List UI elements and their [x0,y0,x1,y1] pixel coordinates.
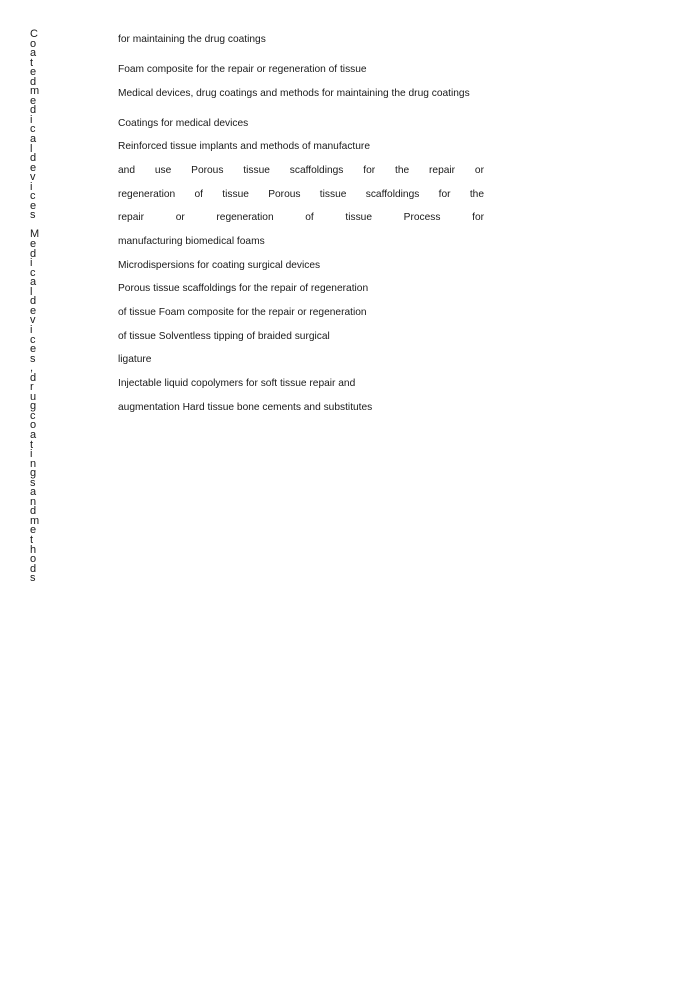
vertical-char: l [30,285,33,298]
vertical-char: a [30,133,37,146]
vertical-char: s [30,476,36,489]
vertical-char: t [30,438,34,451]
text-line: for maintaining the drug coatings [118,34,266,45]
vertical-char: e [30,524,37,537]
vertical-char: d [30,152,37,165]
vertical-char: a [30,276,37,289]
vertical-char: e [30,66,37,79]
text-line: Reinforced tissue implants and methods of manufacture [118,141,370,152]
vertical-char: C [30,28,38,40]
text-line: regeneration of tissue Porous tissue scaffoldings for the [118,189,484,200]
vertical-char: h [30,543,37,556]
vertical-char: M [30,228,40,241]
vertical-char: a [30,486,37,499]
vertical-char: l [30,142,33,155]
vertical-char: c [30,333,36,346]
vertical-char: d [30,562,37,575]
text-line: of tissue Solventless tipping of braided surgical [118,331,330,342]
text-line: Porous tissue scaffoldings for the repair of regeneration [118,283,369,294]
vertical-char: s [30,352,36,365]
vertical-char: i [30,257,33,270]
vertical-char: a [30,47,37,60]
vertical-char: i [30,448,33,461]
vertical-char: c [30,266,36,279]
vertical-char: n [30,457,37,470]
text-line: Foam composite for the repair or regeneration of tissue [118,64,367,75]
vertical-char: e [30,238,37,251]
text-line: ligature [118,354,152,365]
vertical-title-column [30,30,44,990]
vertical-char: m [30,85,40,98]
text-line: Coatings for medical devices [118,118,249,129]
vertical-char: i [30,323,33,336]
vertical-char: a [30,428,37,441]
vertical-char: o [30,37,37,50]
vertical-char: r [30,381,34,394]
text-line: repair or regeneration of tissue Process for [118,212,484,223]
text-line: Microdispersions for coating surgical devices [118,260,321,271]
vertical-char: e [30,343,37,356]
vertical-char: o [30,553,37,566]
vertical-char: s [30,209,36,222]
vertical-char: d [30,104,37,117]
vertical-char: e [30,304,37,317]
vertical-char: g [30,467,37,480]
vertical-char: n [30,495,37,508]
vertical-char: s [30,572,36,585]
vertical-char: v [30,314,36,327]
text-line: and use Porous tissue scaffoldings for the repair or [118,165,484,176]
text-line: Medical devices, drug coatings and methods for maintaining the drug coatings [118,88,470,99]
vertical-char: c [30,123,36,136]
vertical-char: d [30,295,37,308]
text-line: Injectable liquid copolymers for soft tissue repair and [118,378,356,389]
vertical-char: i [30,113,33,126]
vertical-char: u [30,390,37,403]
vertical-char: t [30,533,34,546]
text-line: augmentation Hard tissue bone cements and substitutes [118,402,373,413]
vertical-char: e [30,94,37,107]
vertical-char: t [30,56,34,69]
vertical-char: d [30,505,37,518]
text-line: manufacturing biomedical foams [118,236,265,247]
vertical-char: m [30,514,40,527]
vertical-char: e [30,199,37,212]
vertical-char: d [30,75,37,88]
vertical-char: c [30,409,36,422]
vertical-char: d [30,247,37,260]
vertical-char: c [30,190,36,203]
vertical-char: e [30,161,37,174]
vertical-char: , [30,362,34,375]
vertical-char: g [30,400,37,413]
vertical-char: v [30,171,36,184]
text-line: of tissue Foam composite for the repair or regeneration [118,307,367,318]
vertical-char: i [30,180,33,193]
vertical-char: d [30,371,37,384]
vertical-char: o [30,419,37,432]
